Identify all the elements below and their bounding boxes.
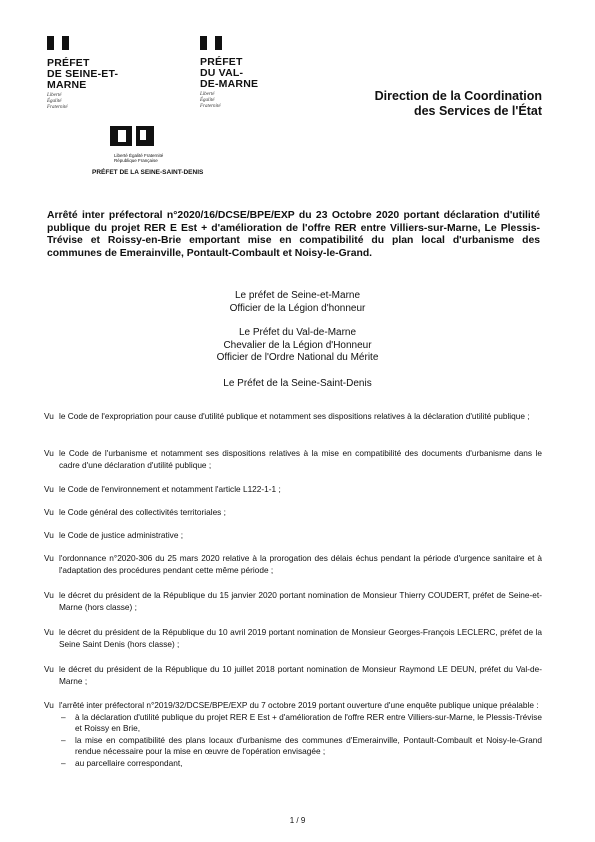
vu-item-1	[44, 411, 542, 423]
vu-item-9	[44, 664, 542, 687]
logo-prefet-val-de-marne	[200, 36, 280, 110]
vu-text: le décret du président de la République du 10 avril 2019 portant nomination de Monsieur Georges-François LECLERC, préfet de la Seine Saint Denis (hors classe) ;	[59, 627, 542, 649]
authority-2-line3: Officier de l'Ordre National du Mérite	[216, 352, 379, 363]
authority-2	[0, 327, 595, 365]
authority-2-line1: Le Préfet du Val-de-Marne	[238, 327, 357, 338]
logo3-caption: PRÉFET DE LA SEINE-SAINT-DENIS	[92, 169, 204, 176]
vu-text: le Code général des collectivités territoriales ;	[59, 507, 226, 517]
decree-title: Arrêté inter préfectoral n°2020/16/DCSE/BPE/EXP du 23 Octobre 2020 portant déclaration d'utilité publique du projet RER E Est + d'amélioration de l'offre RER entre Villiers-sur-Marne, Le Plessis-Trévise et Roissy-en-Brie emportant mise en compatibilité du plan local d'urbanisme des communes de Emerainville, Pontault-Combault et Noisy-le-Grand.	[47, 210, 540, 259]
direction-line2: des Services de l'État	[413, 104, 542, 118]
list-item: – au parcellaire correspondant,	[59, 758, 542, 770]
vu-text: le Code de l'urbanisme et notamment ses dispositions relatives à la mise en compatibilité des documents d'urbanisme dans le cadre d'une déclaration d'utilité publique ;	[59, 448, 542, 470]
vu-text: le Code de l'environnement et notamment l'article L122-1-1 ;	[59, 484, 281, 494]
logo2-line2: DU VAL-	[200, 67, 244, 79]
vu-text: le Code de justice administrative ;	[59, 530, 184, 540]
logo3-rf2: République Française	[114, 158, 158, 163]
marianne-flag-icon	[47, 36, 69, 50]
vu-label: Vu	[44, 590, 54, 600]
authority-1-line2: Officier de la Légion d'honneur	[229, 302, 366, 314]
vu-text: l'ordonnance n°2020-306 du 25 mars 2020 relative à la prorogation des délais échus pendant la période d'urgence sanitaire et à l'adaptation des procédures pendant cette même période ;	[59, 553, 542, 575]
logo1-line1: PRÉFET	[47, 57, 90, 69]
vu-bullet-list	[59, 712, 542, 770]
marianne-flag-icon	[200, 36, 222, 50]
logo1-motto-2: Égalité	[47, 99, 62, 104]
vu-text: le décret du président de la République du 15 janvier 2020 portant nomination de Monsieur Thierry COUDERT, préfet de Seine-et-Marne (hors classe) ;	[59, 590, 542, 612]
authority-1	[0, 290, 595, 315]
vu-text: le décret du président de la République du 10 juillet 2018 portant nomination de Monsieur Raymond LE DEUN, préfet du Val-de-Marne ;	[59, 664, 542, 686]
authority-3-line1: Le Préfet de la Seine-Saint-Denis	[223, 377, 372, 389]
logo3-rf: Liberté Égalité Fraternité	[114, 153, 164, 158]
authority-1-line1: Le préfet de Seine-et-Marne	[234, 290, 361, 301]
logo2-motto-1: Liberté	[200, 92, 215, 97]
vu-item-8	[44, 627, 542, 650]
vu-item-5	[44, 530, 542, 542]
direction-line1: Direction de la Coordination	[374, 89, 542, 103]
vu-label: Vu	[44, 553, 54, 563]
vu-label: Vu	[44, 484, 54, 494]
vu-label: Vu	[44, 411, 54, 421]
vu-label: Vu	[44, 700, 54, 710]
vu-item-3	[44, 484, 542, 496]
logo2-line1: PRÉFET	[200, 56, 243, 68]
vu-label: Vu	[44, 627, 54, 637]
page-number: 1 / 9	[289, 816, 306, 825]
logo1-line2: DE SEINE-ET-MARNE	[47, 68, 119, 91]
list-item: – à la déclaration d'utilité publique du projet RER E Est + d'amélioration de l'offre RER entre Villiers-sur-Marne, le Plessis-Trévise et Roissy en Brie,	[59, 712, 542, 735]
vu-label: Vu	[44, 448, 54, 458]
logo1-motto-3: Fraternité	[47, 105, 68, 110]
list-item: – la mise en compatibilité des plans locaux d'urbanisme des communes d'Emerainville, Pontault-Combault et Noisy-le-Grand rendue nécessaire pour la mise en œuvre de l'opération envisagée ;	[59, 735, 542, 758]
vu-item-4	[44, 507, 542, 519]
marianne-emblem-icon	[110, 124, 180, 153]
vu-text: le Code de l'expropriation pour cause d'utilité publique et notamment ses dispositions relatives à la déclaration d'utilité publique ;	[59, 411, 530, 421]
authority-3	[0, 378, 595, 391]
vu-label: Vu	[44, 530, 54, 540]
authorities	[0, 290, 595, 390]
logo2-motto-2: Égalité	[200, 98, 215, 103]
vu-label: Vu	[44, 507, 54, 517]
vu-text: l'arrêté inter préfectoral n°2019/32/DCSE/BPE/EXP du 7 octobre 2019 portant ouverture d'une enquête publique unique préalable :	[59, 700, 539, 710]
vu-item-2	[44, 448, 542, 471]
authority-2-line2: Chevalier de la Légion d'Honneur	[223, 339, 372, 351]
logo-prefet-seine-et-marne	[47, 36, 137, 111]
vu-item-7	[44, 590, 542, 613]
vu-item-10	[44, 700, 542, 769]
vu-item-6	[44, 553, 542, 576]
logo2-line3: DE-MARNE	[200, 78, 259, 90]
logo-prefet-seine-saint-denis	[92, 124, 204, 177]
logo2-motto-3: Fraternité	[200, 104, 221, 109]
logo1-motto-1: Liberté	[47, 93, 62, 98]
vu-label: Vu	[44, 664, 54, 674]
direction-block	[375, 89, 542, 119]
